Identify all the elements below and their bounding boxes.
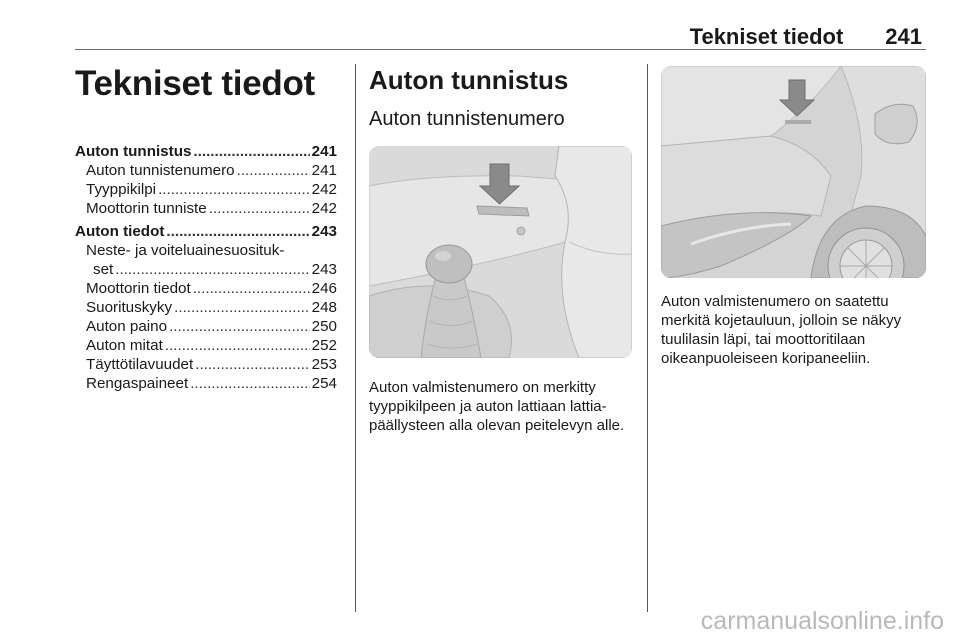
column-divider-2 — [647, 64, 648, 612]
table-of-contents — [75, 142, 337, 393]
chapter-title: Tekniset tiedot — [75, 64, 315, 103]
subsection-title: Auton tunnistenumero — [369, 108, 565, 130]
windscreen-vin-illustration — [661, 66, 926, 278]
page-number: 241 — [885, 24, 922, 49]
floor-vin-illustration — [369, 146, 632, 358]
toc-entry-rengaspaineet[interactable]: Rengaspaineet ..... 254 — [75, 374, 337, 393]
running-header — [690, 24, 922, 50]
toc-entry-neste-line1[interactable]: Neste- ja voiteluainesuosituk- — [86, 242, 285, 259]
toc-entry-suorituskyky[interactable]: Suorituskyky ..... 248 — [75, 298, 337, 317]
content-column-2 — [369, 64, 632, 435]
header-title: Tekniset tiedot — [689, 24, 844, 49]
toc-entry-neste-line2[interactable]: set ..... 243 — [75, 260, 337, 279]
toc-entry-tayttotilavuudet[interactable]: Täyttötilavuudet ..... 253 — [75, 355, 337, 374]
watermark-text: carmanualsonline.info — [700, 607, 944, 635]
toc-entry-moottorin-tiedot[interactable]: Moottorin tiedot ..... 246 — [75, 279, 337, 298]
toc-entry-auton-tunnistenumero[interactable]: Auton tunnistenumero ..... 241 — [75, 161, 337, 180]
toc-entry-auton-mitat[interactable]: Auton mitat ..... 252 — [75, 336, 337, 355]
toc-entry-auton-paino[interactable]: Auton paino ..... 250 — [75, 317, 337, 336]
toc-entry-auton-tunnistus[interactable]: Auton tunnistus ..... 241 — [75, 142, 337, 161]
paragraph-floor-vin: Auton valmistenumero on merkitty tyyppikilpeen ja auton lattiaan lattia-päällysteen alla olevan peitelevyn alle. — [369, 379, 625, 434]
toc-column — [75, 64, 337, 393]
toc-entry-auton-tiedot[interactable]: Auton tiedot ..... 243 — [75, 222, 337, 241]
toc-entry-tyyppikilpi[interactable]: Tyyppikilpi ..... 242 — [75, 180, 337, 199]
paragraph-windscreen-vin: Auton valmistenumero on saatettu merkitä kojetauluun, jolloin se näkyy tuulilasin läpi, tai moottoritilaan oikeanpuoleiseen koripaneeliin. — [661, 293, 902, 367]
header-rule — [75, 49, 926, 50]
column-divider-1 — [355, 64, 356, 612]
section-title: Auton tunnistus — [369, 65, 569, 95]
content-column-3 — [661, 292, 926, 368]
toc-entry-moottorin-tunniste[interactable]: Moottorin tunniste ..... 242 — [75, 199, 337, 218]
